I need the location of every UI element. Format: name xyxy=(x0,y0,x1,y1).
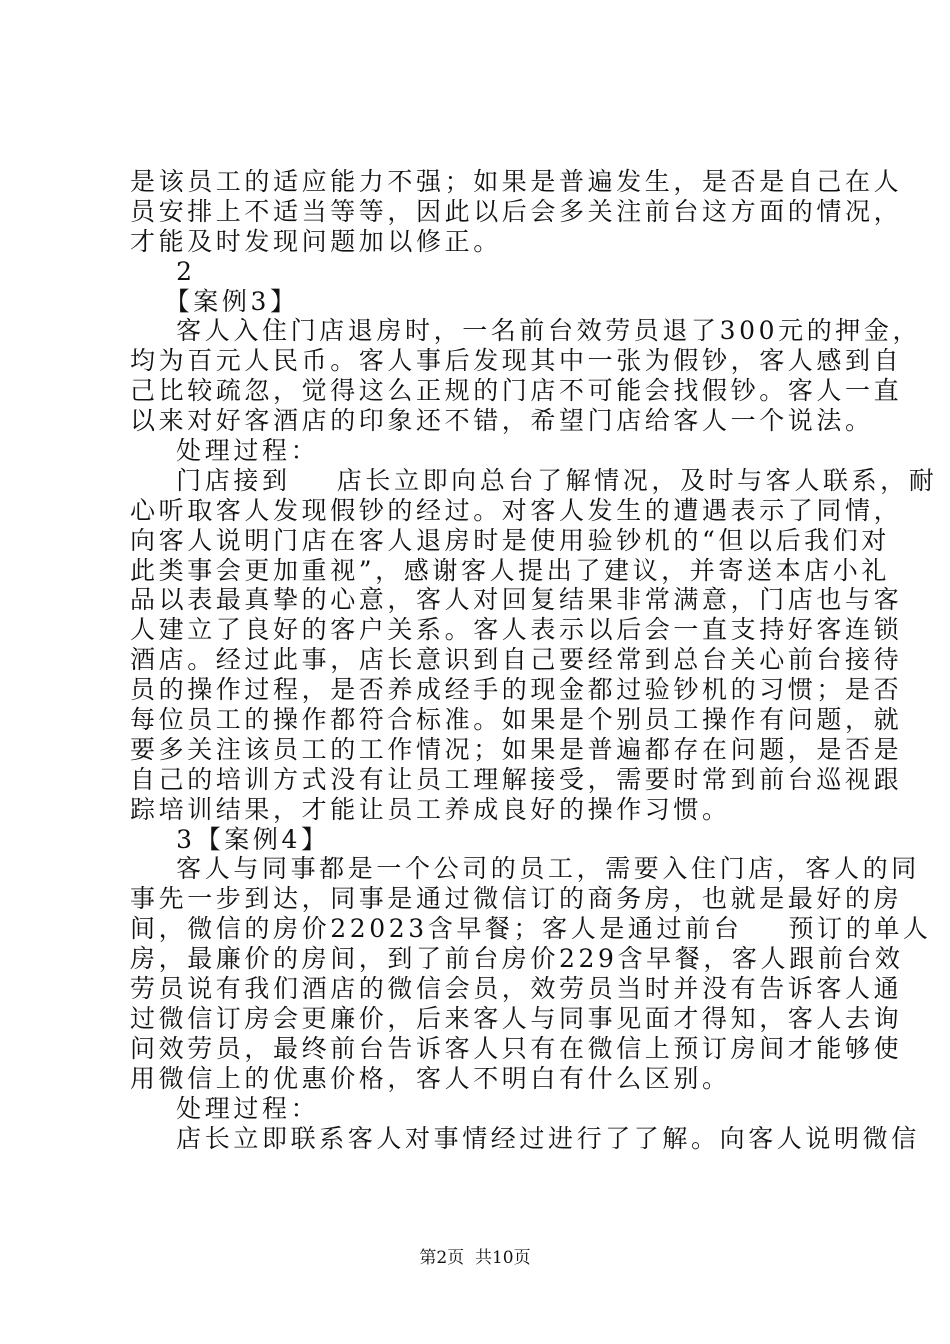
text-line: 客人与同事都是一个公司的员工，需要入住门店，客人的同 xyxy=(130,854,920,884)
text-line: 用微信上的优惠价格，客人不明白有什么区别。 xyxy=(130,1063,731,1093)
text-line: 踪培训结果，才能让员工养成良好的操作习惯。 xyxy=(130,794,731,824)
text-line: 处理过程： xyxy=(130,436,320,466)
text-line: 客人入住门店退房时，一名前台效劳员退了300元的押金， xyxy=(130,316,922,346)
text-line: 是该员工的适应能力不强；如果是普遍发生，是否是自己在人 xyxy=(130,167,903,196)
text-line: 间，微信的房价22023含早餐；客人是通过前台 预订的单人 xyxy=(130,914,932,944)
text-line: 每位员工的操作都符合标准。如果是个别员工操作有问题，就 xyxy=(130,705,903,735)
text-line: 3【案例4】 xyxy=(130,824,330,854)
text-line: 以来对好客酒店的印象还不错，希望门店给客人一个说法。 xyxy=(130,406,874,436)
text-line: 均为百元人民币。客人事后发现其中一张为假钞，客人感到自 xyxy=(130,346,903,376)
text-line: 要多关注该员工的工作情况；如果是普遍都存在问题，是否是 xyxy=(130,734,903,764)
text-line: 向客人说明门店在客人退房时是使用验钞机的“但以后我们对 xyxy=(130,525,890,555)
text-line: 品以表最真挚的心意，客人对回复结果非常满意，门店也与客 xyxy=(130,585,903,615)
text-line: 事先一步到达，同事是通过微信订的商务房，也就是最好的房 xyxy=(130,884,903,914)
page-footer: 第2页 共10页 xyxy=(419,1248,531,1268)
text-line: 心听取客人发现假钞的经过。对客人发生的遭遇表示了同情， xyxy=(130,495,903,525)
text-line: 问效劳员，最终前台告诉客人只有在微信上预订房间才能够使 xyxy=(130,1033,903,1063)
text-line: 劳员说有我们酒店的微信会员，效劳员当时并没有告诉客人通 xyxy=(130,974,903,1004)
text-line: 自己的培训方式没有让员工理解接受，需要时常到前台巡视跟 xyxy=(130,764,903,794)
text-line: 2 xyxy=(130,256,196,286)
text-line: 己比较疏忽，觉得这么正规的门店不可能会找假钞。客人一直 xyxy=(130,376,903,406)
text-line: 员的操作过程，是否养成经手的现金都过验钞机的习惯；是否 xyxy=(130,675,903,705)
text-line: 才能及时发现问题加以修正。 xyxy=(130,226,502,256)
text-line: 店长立即联系客人对事情经过进行了了解。向客人说明微信 xyxy=(130,1123,920,1153)
text-line: 此类事会更加重视”，感谢客人提出了建议，并寄送本店小礼 xyxy=(130,555,890,585)
text-line: 员安排上不适当等等，因此以后会多关注前台这方面的情况， xyxy=(130,196,903,226)
document-body xyxy=(130,167,938,1153)
text-line: 房，最廉价的房间，到了前台房价229含早餐，客人跟前台效 xyxy=(130,944,904,974)
text-line: 【案例3】 xyxy=(130,286,299,316)
text-line: 酒店。经过此事，店长意识到自己要经常到总台关心前台接待 xyxy=(130,645,903,675)
text-line: 过微信订房会更廉价，后来客人与同事见面才得知，客人去询 xyxy=(130,1003,903,1033)
text-line: 处理过程： xyxy=(130,1093,320,1123)
text-line: 人建立了良好的客户关系。客人表示以后会一直支持好客连锁 xyxy=(130,615,903,645)
text-line: 门店接到 店长立即向总台了解情况，及时与客人联系，耐 xyxy=(130,465,938,495)
